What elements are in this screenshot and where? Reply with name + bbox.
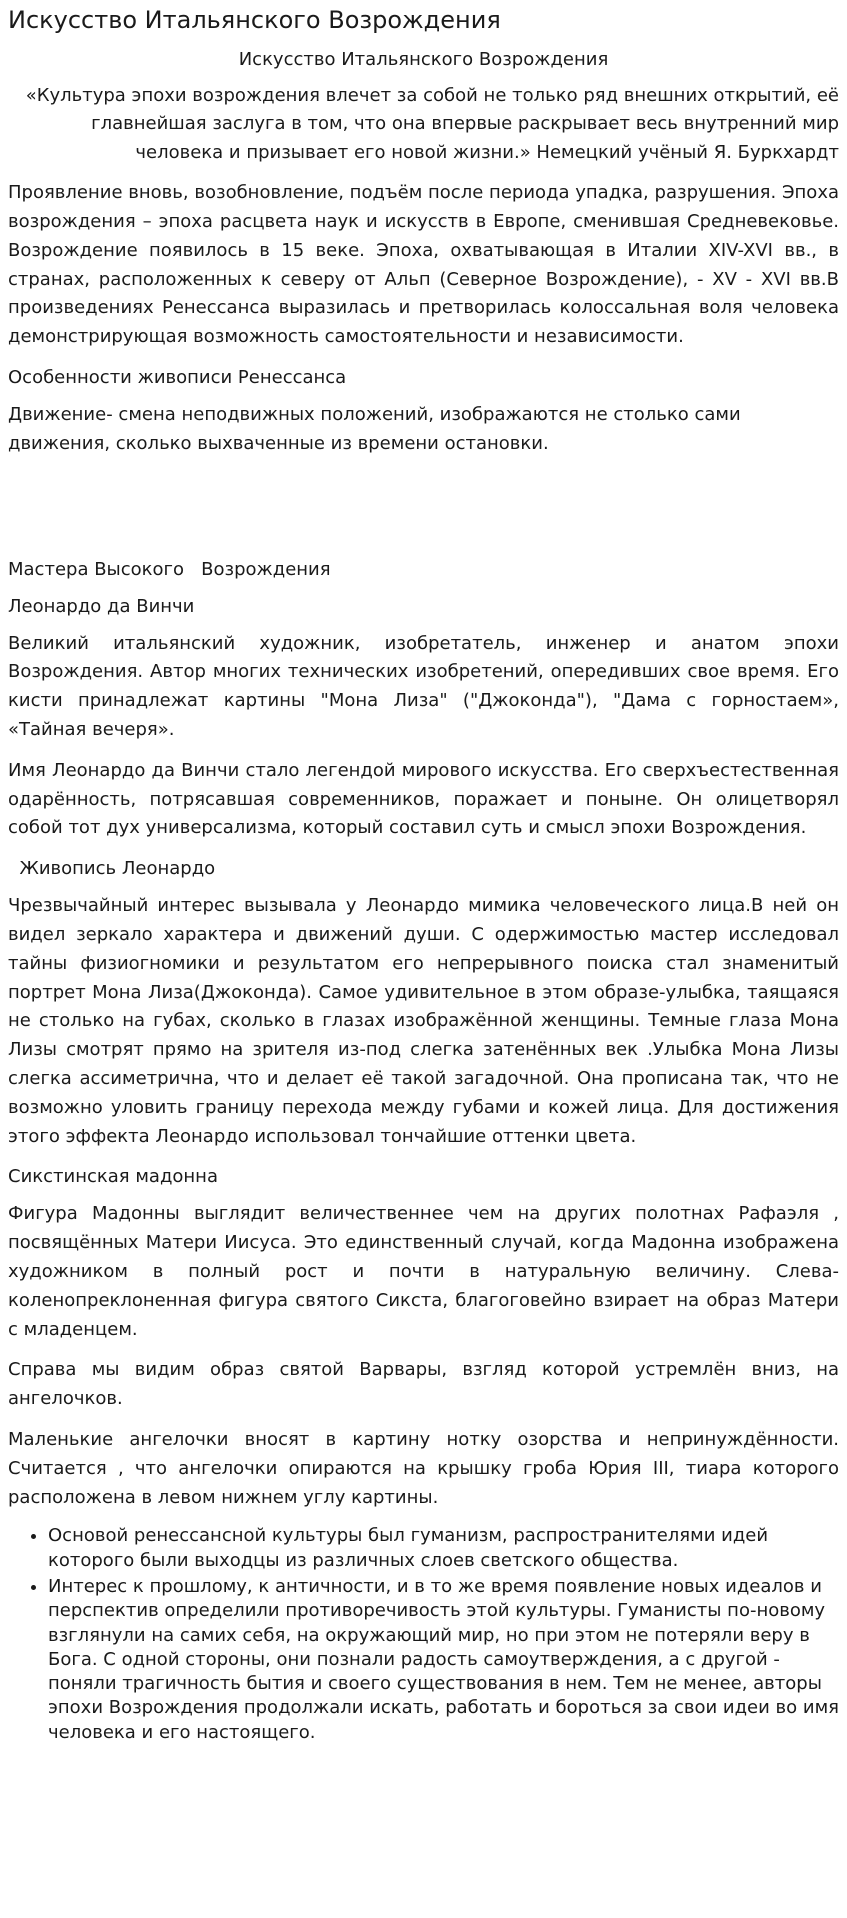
masters-heading: Мастера Высокого Возрождения xyxy=(8,558,331,580)
painting-features-heading: Особенности живописи Ренессанса xyxy=(8,367,347,389)
sistine-madonna-heading: Сикстинская мадонна xyxy=(8,1166,218,1188)
sistine-paragraph-1: Фигура Мадонны выглядит величественнее чем на других полотнах Рафаэля , посвящённых Матери Иисуса. Это единственный случай, когда Мадонна изображена художником в полный рост и почти в натуральную величину. Слева- коленопреклоненная фигура святого Сикста, благоговейно взирает на образ Матери с младенцем. xyxy=(8,1203,839,1340)
sistine-paragraph-3: Маленькие ангелочки вносят в картину нотку озорства и непринуждённости. Считается , что ангелочки опираются на крышку гроба Юрия III, тиара которого расположена в левом нижнем углу картины. xyxy=(8,1429,839,1508)
intro-paragraph: Проявление вновь, возобновление, подъём после периода упадка, разрушения. Эпоха возрождения – эпоха расцвета наук и искусств в Европе, сменившая Средневековье. Возрождение появилось в 15 веке. Эпоха, охватывающая в Италии XIV-XVI вв., в странах, расположенных к северу от Альп (Северное Возрождение), - XV - XVI вв.В произведениях Ренессанса выразилась и претворилась колоссальная воля человека демонстрирующая возможность самостоятельности и независимости. xyxy=(8,182,839,348)
painting-features-text: Движение- смена неподвижных положений, изображаются не столько сами движения, сколько выхваченные из времени остановки. xyxy=(8,404,741,454)
blank-space xyxy=(8,471,839,556)
bullet-list xyxy=(8,1524,839,1745)
sistine-paragraph-2: Справа мы видим образ святой Варвары, взгляд которой устремлён вниз, на ангелочков. xyxy=(8,1359,839,1410)
document-title: Искусство Итальянского Возрождения xyxy=(8,6,501,34)
list-item: • Интерес к прошлому, к античности, и в то же время появление новых идеалов и перспектив определили противоречивость этой культуры. Гуманисты по-новому взглянули на самих себя, на окружающий мир, но при этом не потеряли веру в Бога. С одной стороны, они познали радость самоутверждения, а с другой - поняли трагичность бытия и своего существования в нем. Тем не менее, авторы эпохи Возрождения продолжали искать, работать и бороться за свои идеи во имя человека и его настоящего. xyxy=(48,1575,839,1745)
list-item: • Основой ренессансной культуры был гуманизм, распространителями идей которого были выходцы из различных слоев светского общества. xyxy=(48,1524,839,1573)
leonardo-paragraph-2: Имя Леонардо да Винчи стало легендой мирового искусства. Его сверхъестественная одарённость, потрясавшая современников, поражает и поныне. Он олицетворял собой тот дух универсализма, который составил суть и смысл эпохи Возрождения. xyxy=(8,759,839,839)
leonardo-painting-text: Чрезвычайный интерес вызывала у Леонардо мимика человеческого лица.В ней он видел зеркало характера и движений души. С одержимостью мастер исследовал тайны физиогномики и результатом его непрерывного поиска стал знаменитый портрет Мона Лиза(Джоконда). Самое удивительное в этом образе-улыбка, таящаяся не столько на губах, сколько в глазах изображённой женщины. Темные глаза Мона Лизы смотрят прямо на зрителя из-под слегка затенённых век .Улыбка Мона Лизы слегка ассиметрична, что и делает её такой загадочной. Она прописана так, что не возможно уловить границу перехода между губами и кожей лица. Для достижения этого эффекта Леонардо использовал тончайшие оттенки цвета. xyxy=(8,895,839,1147)
leonardo-paragraph-1: Великий итальянский художник, изобретатель, инженер и анатом эпохи Возрождения. Автор многих технических изобретений, опередивших свое время. Его кисти принадлежат картины "Мона Лиза" ("Джоконда"), "Дама с горностаем», «Тайная вечеря». xyxy=(8,632,839,741)
epigraph-quote: «Культура эпохи возрождения влечет за собой не только ряд внешних открытий, её главнейшая заслуга в том, что она впервые раскрывает весь внутренний мир человека и призывает его новой жизни.» Немецкий учёный Я. Буркхардт xyxy=(25,84,839,163)
centered-title: Искусство Итальянского Возрождения xyxy=(238,48,609,70)
leonardo-heading: Леонардо да Винчи xyxy=(8,595,195,617)
leonardo-painting-heading: Живопись Леонардо xyxy=(8,858,216,880)
